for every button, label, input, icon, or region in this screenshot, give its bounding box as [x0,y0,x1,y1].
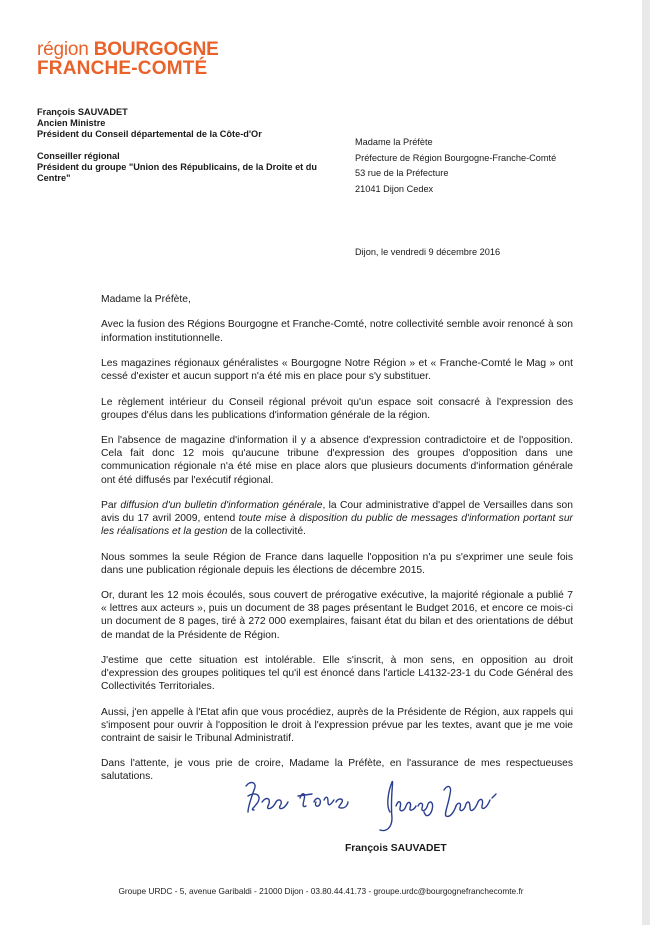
salutation: Madame la Préfète, [101,294,191,305]
letter-body [101,293,573,796]
p5-text-e: de la collectivité. [227,526,306,538]
logo-prefix: région [37,39,89,60]
region-logo [37,40,219,78]
sender-role-1: Conseiller régional [37,151,120,161]
paragraph-1: Avec la fusion des Régions Bourgogne et Franche-Comté, notre collectivité semble avoir renoncé à son information institutionnelle. [101,319,574,344]
sender-block [37,107,347,184]
recipient-line-1: Madame la Préfète [355,137,433,147]
p5-text-a: Par [101,499,121,511]
sender-role-2: Président du groupe "Union des Républicains, de la Droite et du Centre" [37,162,318,183]
recipient-line-2: Préfecture de Région Bourgogne-Franche-Comté [355,152,557,163]
paragraph-6: Nous sommes la seule Région de France dans laquelle l'opposition n'a pu s'exprimer une seule fois dans une publication régionale depuis les élections de décembre 2015. [101,551,573,576]
sender-title-2: Président du Conseil départemental de la Côte-d'Or [37,129,262,139]
logo-bourgogne: BOURGOGNE [93,39,219,60]
sender-name: François SAUVADET [37,107,128,117]
recipient-line-4: 21041 Dijon Cedex [355,183,434,194]
p5-italic-1: diffusion d'un bulletin d'information générale [120,499,323,511]
paragraph-10: Dans l'attente, je vous prie de croire, Madame la Préfète, en l'assurance de mes respectueuses salutations. [101,758,573,783]
paragraph-7: Or, durant les 12 mois écoulés, sous couvert de prérogative exécutive, la majorité régionale a publié 7 « lettres aux acteurs », puis un document de 38 pages présentant le Budget 2016, et encore ce mois-ci un document de 8 pages, tiré à 272 000 exemplaires, faisant état du bilan et des orientations de début de mandat de la Présidente de Région. [101,590,573,641]
page-edge [642,0,650,925]
handwritten-signature [240,772,500,847]
paragraph-8: J'estime que cette situation est intolérable. Elle s'inscrit, à mon sens, en opposition au droit d'expression des groupes politiques tel qu'il est énoncé dans l'article L4132-23-1 du Code Général des Collectivités Territoriales. [101,655,573,693]
paragraph-9: Aussi, j'en appelle à l'Etat afin que vous procédiez, auprès de la Présidente de Région, aux rappels qui s'imposent pour ouvrir à l'opposition le droit à l'expression prévue par les textes, avant que je me voie contraint de saisir le Tribunal Administratif. [101,706,573,744]
logo-franche-comte: FRANCHE-COMTÉ [37,58,208,79]
paragraph-4: En l'absence de magazine d'information il y a absence d'expression contradictoire et de l'opposition. Cela fait donc 12 mois qu'aucune tribune d'expression des groupes d'opposition dans une communication régionale n'a été mise en place alors que plusieurs documents d'information générale ont été diffusés par l'exécutif régional. [101,435,573,486]
letter-date: Dijon, le vendredi 9 décembre 2016 [355,247,501,257]
paragraph-5 [101,499,573,538]
p5-text-c: , la Cour administrative d'appel de Versailles dans son avis du 17 avril 2009, entend [101,499,573,525]
footer-contact: Groupe URDC - 5, avenue Garibaldi - 21000 Dijon - 03.80.44.41.73 - groupe.urdc@bourgognefranchecomte.fr [118,886,524,896]
paragraph-2: Les magazines régionaux généralistes « Bourgogne Notre Région » et « Franche-Comté le Mag » ont cessé d'exister et aucun support n'a été mis en place pour s'y substituer. [101,358,573,383]
sender-title-1: Ancien Ministre [37,118,106,128]
p5-italic-2: toute mise à disposition du public de messages d'information portant sur les réalisations et la gestion [101,513,573,538]
paragraph-3: Le règlement intérieur du Conseil régional prévoit qu'un espace soit consacré à l'expression des groupes d'élus dans les publications d'information générale de la région. [101,396,573,421]
recipient-line-3: 53 rue de la Préfecture [355,168,449,178]
signatory-name: François SAUVADET [345,843,447,854]
recipient-block [355,135,556,197]
